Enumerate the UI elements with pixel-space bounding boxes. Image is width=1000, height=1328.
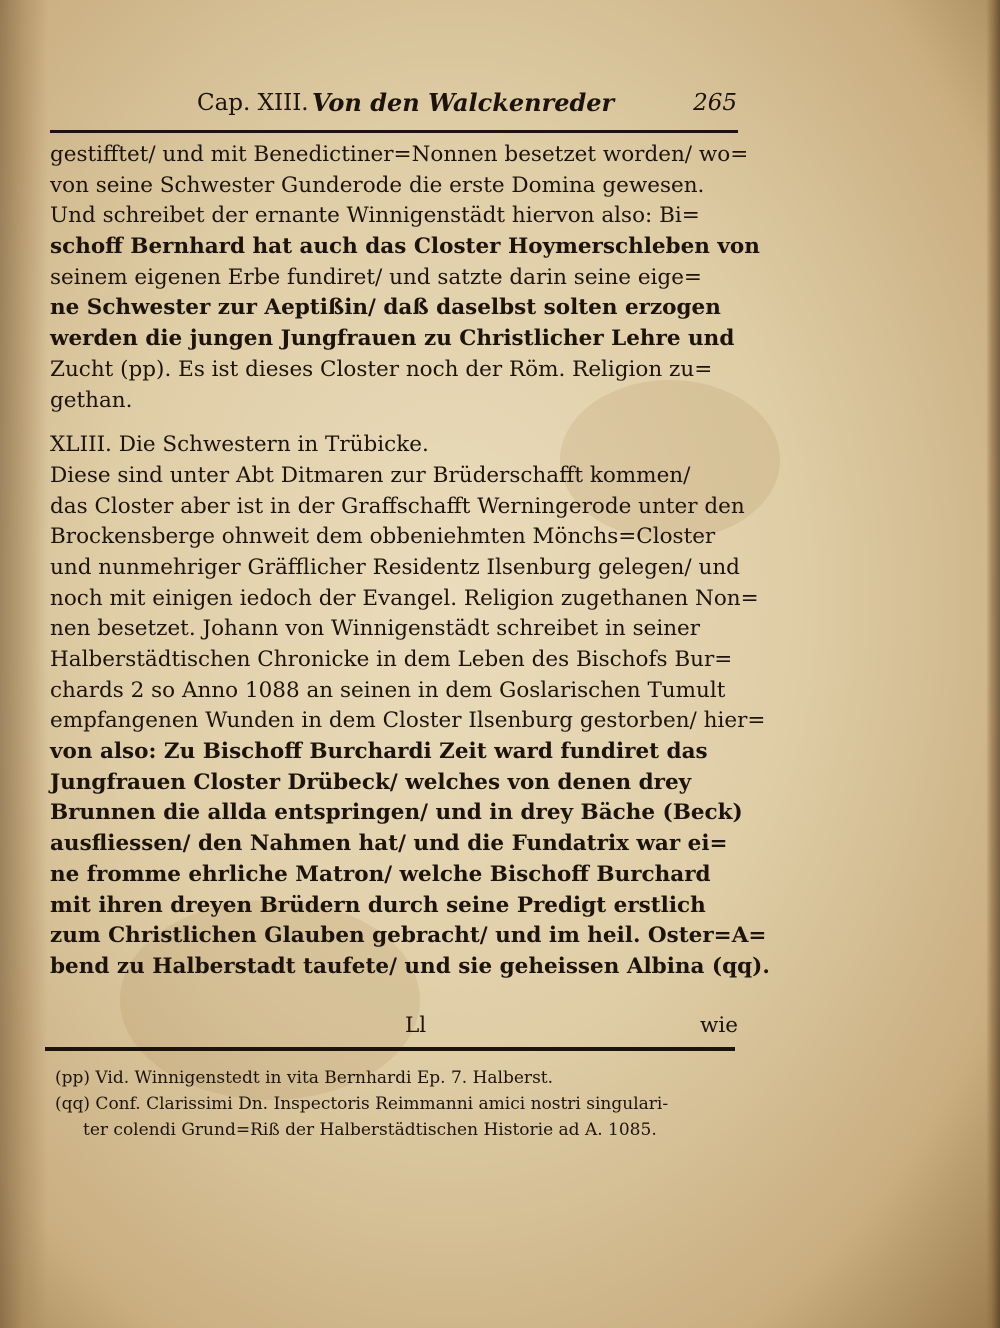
text-line: das Closter aber ist in der Graffschafft Werningerode unter den [50, 493, 745, 519]
running-header [197, 90, 737, 126]
footnote: (pp) Vid. Winnigenstedt in vita Bernhardi Ep. 7. Halberst. [55, 1068, 554, 1088]
text-line: nen besetzet. Johann von Winnigenstädt schreibet in seiner [50, 616, 701, 642]
page-edge-shadow [986, 0, 1000, 1328]
catchword-line [50, 1013, 738, 1043]
text-line: noch mit einigen iedoch der Evangel. Religion zugethanen Non= [50, 585, 759, 611]
footnote: (qq) Conf. Clarissimi Dn. Inspectoris Reimmanni amici nostri singulari- [55, 1094, 669, 1114]
text-line: gestifftet/ und mit Benedictiner=Nonnen besetzet worden/ wo= [50, 142, 749, 167]
text-line: Jungfrauen Closter Drübeck/ welches von denen drey [50, 769, 692, 795]
text-line: ausfliessen/ den Nahmen hat/ und die Fundatrix war ei= [50, 831, 728, 857]
text-line: von also: Zu Bischoff Burchardi Zeit ward fundiret das [50, 739, 708, 765]
text-line: Brunnen die allda entspringen/ und in drey Bäche (Beck) [50, 800, 743, 826]
running-title: Von den Walckenreder [312, 88, 615, 117]
text-line: von seine Schwester Gunderode die erste Domina gewesen. [50, 172, 705, 198]
text-line: werden die jungen Jungfrauen zu Christlicher Lehre und [50, 326, 735, 352]
text-line: zum Christlichen Glauben gebracht/ und im heil. Oster=A= [50, 923, 767, 949]
header-rule [50, 130, 738, 133]
section-heading: XLIII. Die Schwestern in Trübicke. [50, 432, 429, 458]
text-line: chards 2 so Anno 1088 an seinen in dem Goslarischen Tumult [50, 677, 726, 703]
text-line: Brockensberge ohnweit dem obbeniehmten Mönchs=Closter [50, 524, 716, 550]
signature-mark: Ll [405, 1013, 427, 1038]
text-line: Halberstädtischen Chronicke in dem Leben des Bischofs Bur= [50, 647, 733, 672]
text-line: Und schreibet der ernante Winnigenstädt hiervon also: Bi= [50, 203, 700, 229]
text-line: gethan. [50, 387, 133, 413]
footnote-rule [45, 1047, 735, 1051]
main-text [50, 140, 770, 983]
text-line: empfangenen Wunden in dem Closter Ilsenburg gestorben/ hier= [50, 708, 766, 734]
catchword: wie [699, 1013, 738, 1038]
footnote: ter colendi Grund=Riß der Halberstädtischen Historie ad A. 1085. [83, 1120, 657, 1140]
page-number: 265 [693, 90, 737, 116]
paragraph-gap [50, 416, 738, 430]
text-line: seinem eigenen Erbe fundiret/ und satzte darin seine eige= [50, 264, 702, 290]
text-line: Zucht (pp). Es ist dieses Closter noch der Röm. Religion zu= [50, 356, 713, 382]
text-line: ne fromme ehrliche Matron/ welche Bischoff Burchard [50, 861, 711, 887]
text-line: ne Schwester zur Aeptißin/ daß daselbst solten erzogen [50, 295, 721, 321]
text-line: mit ihren dreyen Brüdern durch seine Predigt erstlich [50, 892, 706, 918]
page-gutter-shadow [0, 0, 48, 1328]
text-line: und nunmehriger Gräfflicher Residentz Ilsenburg gelegen/ und [50, 554, 740, 580]
text-line: Diese sind unter Abt Ditmaren zur Brüderschafft kommen/ [50, 462, 691, 488]
text-line: schoff Bernhard hat auch das Closter Hoymerschleben von [50, 234, 760, 260]
footnotes [55, 1065, 735, 1143]
text-line: bend zu Halberstadt taufete/ und sie geheissen Albina (qq). [50, 953, 770, 979]
chapter-label: Cap. XIII. [197, 90, 309, 116]
